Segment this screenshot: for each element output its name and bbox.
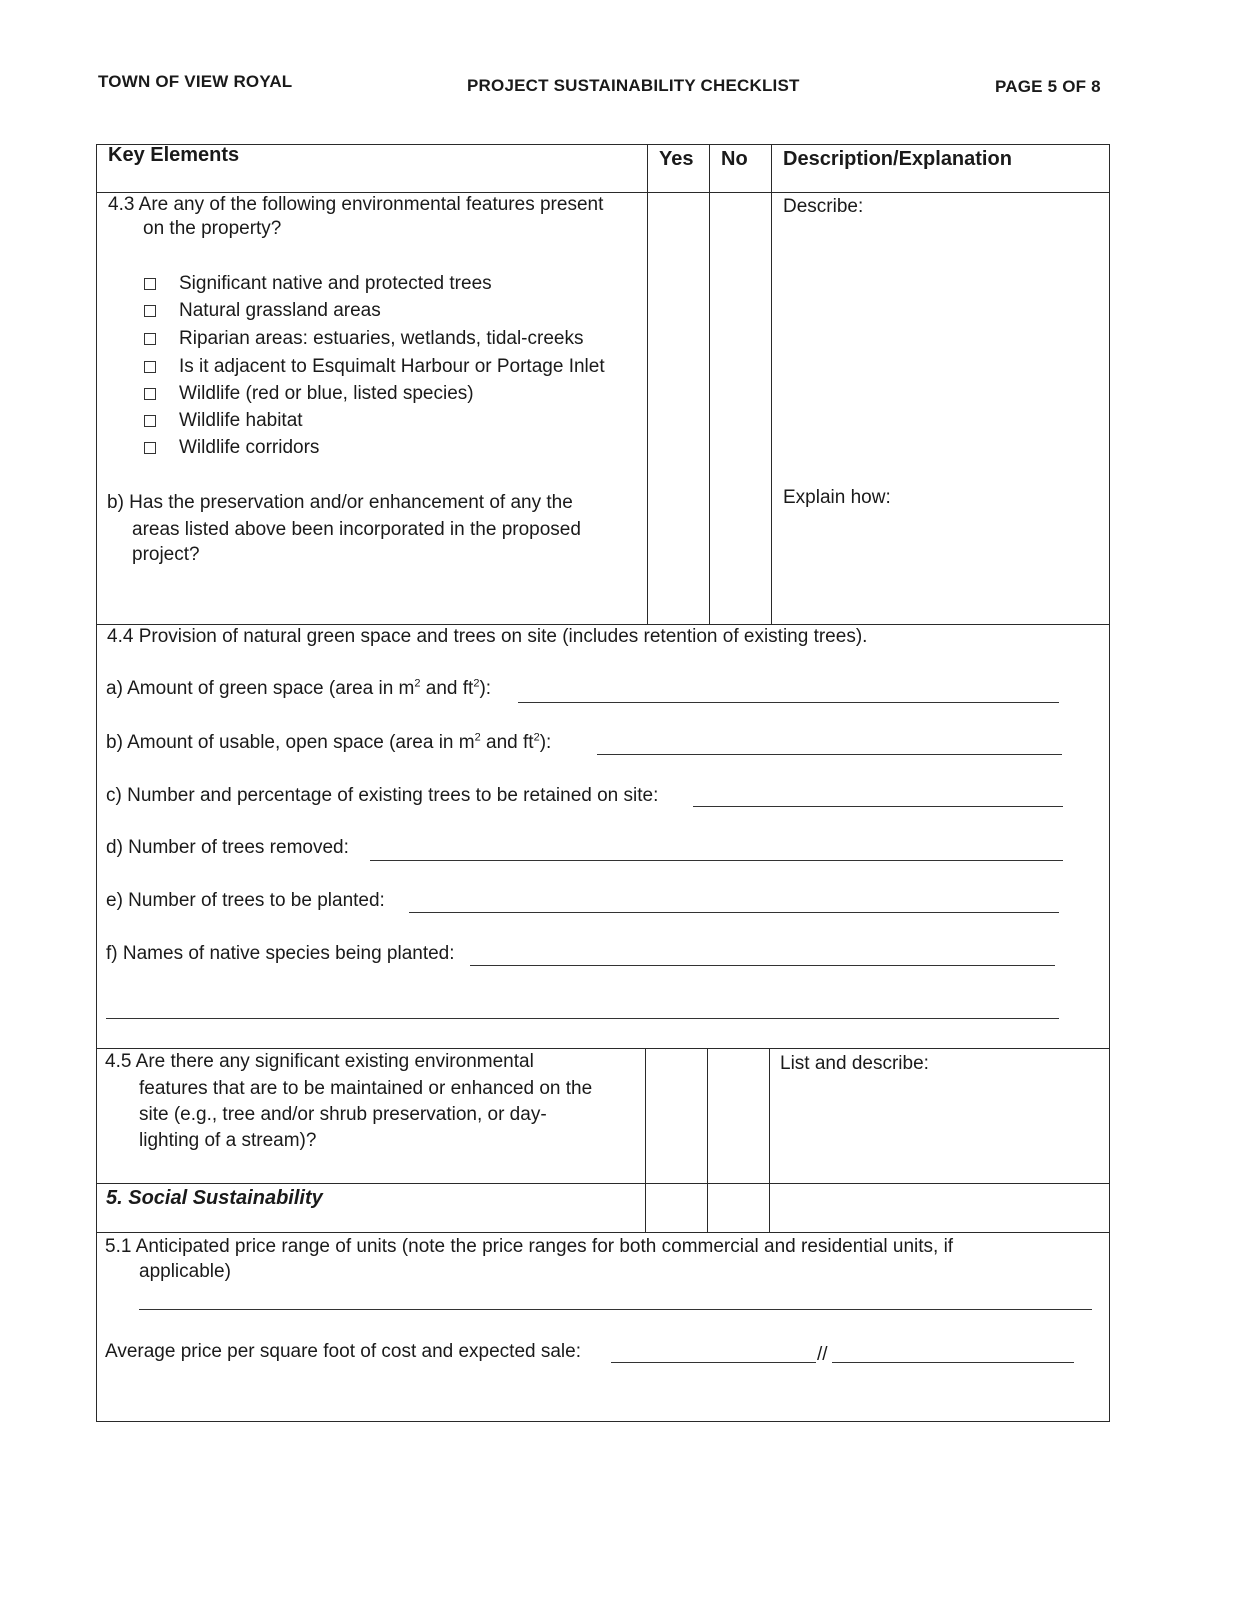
checkbox-harbour[interactable] [144, 361, 156, 373]
q4-5-text-1: 4.5 Are there any significant existing environmental [105, 1051, 534, 1072]
section-5-title: 5. Social Sustainability [106, 1187, 323, 1209]
header-title: PROJECT SUSTAINABILITY CHECKLIST [467, 76, 800, 95]
header-page-number: PAGE 5 OF 8 [995, 77, 1101, 96]
retained-trees-field[interactable] [693, 806, 1063, 807]
rule-4-5-bottom [96, 1183, 1110, 1184]
item-habitat: Wildlife habitat [179, 410, 303, 431]
explain-label: Explain how: [783, 487, 891, 508]
rule-section5-bottom [96, 1232, 1110, 1233]
avg-price-label: Average price per square foot of cost and expected sale: [105, 1341, 582, 1362]
q4-3b-text-3: project? [132, 544, 200, 565]
native-species-field[interactable] [470, 965, 1055, 966]
col-key-elements: Key Elements [108, 144, 240, 166]
q4-5-text-2: features that are to be maintained or enhanced on the [139, 1078, 593, 1099]
col-description: Description/Explanation [783, 148, 1012, 170]
item-grassland: Natural grassland areas [179, 300, 381, 321]
rule-yes-left [647, 144, 648, 624]
col-no: No [721, 148, 748, 170]
checkbox-grassland[interactable] [144, 305, 156, 317]
checkbox-habitat[interactable] [144, 415, 156, 427]
sale-price-field[interactable] [832, 1362, 1074, 1363]
q4-4c-label: c) Number and percentage of existing trees to be retained on site: [106, 785, 659, 806]
rule-no-left-2 [707, 1048, 708, 1232]
q4-5-text-3: site (e.g., tree and/or shrub preservation, or day- [139, 1104, 547, 1125]
q4-4d-label: d) Number of trees removed: [106, 837, 349, 858]
q4-5-text-4: lighting of a stream)? [139, 1130, 317, 1151]
trees-planted-field[interactable] [409, 912, 1059, 913]
open-space-field[interactable] [597, 754, 1062, 755]
header-town: TOWN OF VIEW ROYAL [98, 72, 293, 91]
checkbox-corridors[interactable] [144, 442, 156, 454]
green-space-field[interactable] [518, 702, 1059, 703]
col-yes: Yes [659, 148, 694, 170]
q5-1-text-2: applicable) [139, 1261, 231, 1282]
q5-1-text-1: 5.1 Anticipated price range of units (note the price ranges for both commercial and residential units, if [105, 1236, 954, 1257]
item-native-trees: Significant native and protected trees [179, 273, 492, 294]
checkbox-native-trees[interactable] [144, 278, 156, 290]
q4-3-text-2: on the property? [143, 218, 282, 239]
item-wildlife: Wildlife (red or blue, listed species) [179, 383, 474, 404]
describe-label: Describe: [783, 196, 864, 217]
q4-3b-text-1: b) Has the preservation and/or enhancement of any the [107, 492, 573, 513]
q4-4e-label: e) Number of trees to be planted: [106, 890, 385, 911]
rule-desc-left-2 [769, 1048, 770, 1232]
price-separator: // [817, 1344, 828, 1365]
q4-4a-label: a) Amount of green space (area in $m^2$ and $ft^2$): [106, 677, 492, 699]
q4-3-text-1: 4.3 Are any of the following environmental features present [108, 194, 604, 215]
rule-no-left [709, 144, 710, 624]
item-corridors: Wildlife corridors [179, 437, 320, 458]
checkbox-riparian[interactable] [144, 333, 156, 345]
q4-3b-text-2: areas listed above been incorporated in the proposed [132, 519, 581, 540]
rule-yes-left-2 [645, 1048, 646, 1232]
q4-4b-label: b) Amount of usable, open space (area in $m^2$ and $ft^2$): [106, 731, 552, 753]
price-range-field[interactable] [139, 1309, 1092, 1310]
item-harbour: Is it adjacent to Esquimalt Harbour or Portage Inlet [179, 356, 605, 377]
rule-desc-left [771, 144, 772, 624]
checkbox-wildlife[interactable] [144, 388, 156, 400]
item-riparian: Riparian areas: estuaries, wetlands, tidal-creeks [179, 328, 584, 349]
q4-4f-label: f) Names of native species being planted: [106, 943, 455, 964]
native-species-field-2[interactable] [106, 1018, 1059, 1019]
cost-price-field[interactable] [611, 1362, 816, 1363]
q4-4-title: 4.4 Provision of natural green space and trees on site (includes retention of existing trees). [107, 626, 868, 647]
list-describe-label: List and describe: [780, 1053, 929, 1074]
trees-removed-field[interactable] [370, 860, 1063, 861]
